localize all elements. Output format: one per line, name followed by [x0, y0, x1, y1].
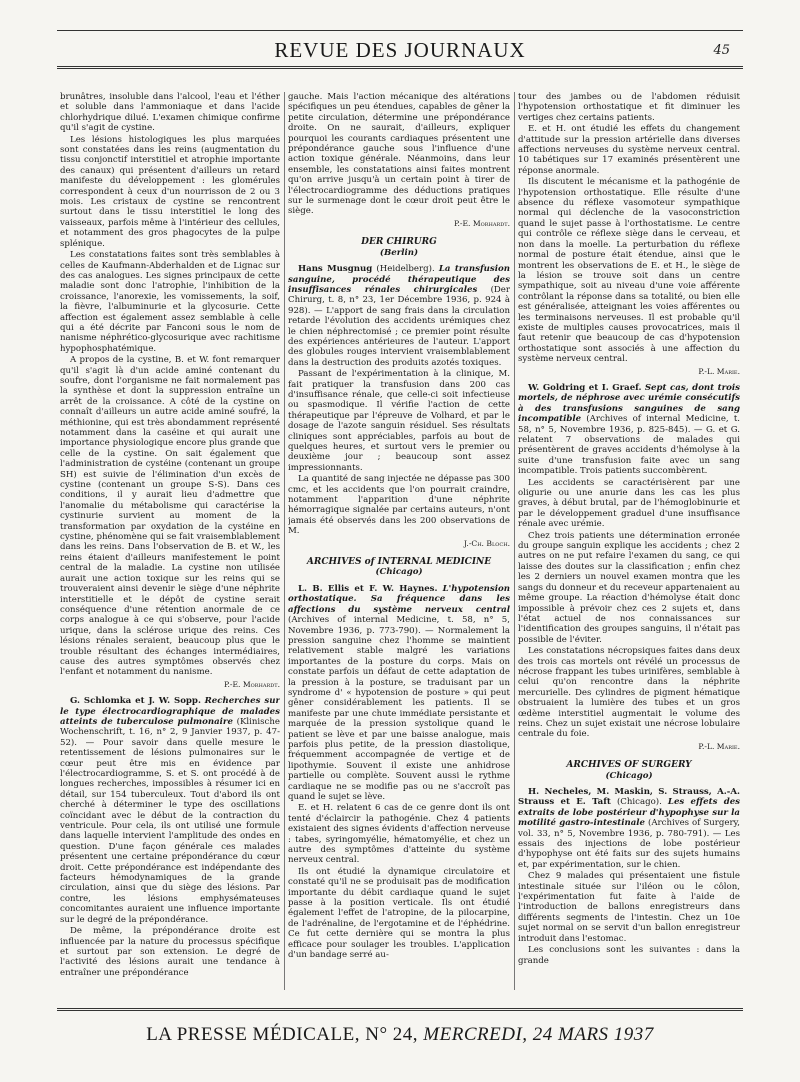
paragraph: Les accidents se caractérisèrent par une oligurie ou une anurie dans les cas les plus graves, à début brutal, par de l'hémoglobinurie et par le développement graduel d'une insuffisance rénale avec urémie. — [518, 477, 740, 530]
article-title: Les effets des extraits de lobe postérieur d'hypophyse sur la motilité gastro-intestinale — [518, 797, 740, 829]
paragraph: Les constatations nécropsiques faites dans deux des trois cas mortels ont révélé un processus de nécrose frappant les tubes urinifères, semblable à celui qu'on rencontre dans la néphrite mercurielle. Des cylindres de pigment hématique obstruaient la lumière des tubes et un gros œdème interstitiel augmentait le volume des reins. Chez un sujet existait une nécrose lobulaire centrale du foie. — [518, 646, 740, 740]
paragraph: tour des jambes ou de l'abdomen réduisit l'hypotension orthostatique et fit diminuer les vertiges chez certains patients. — [518, 92, 740, 123]
footer-issue: N° 24, — [365, 1024, 419, 1045]
paragraph: A propos de la cystine, B. et W. font remarquer qu'il s'agit là d'un acide aminé contenant du soufre, dont l'organisme ne fait normalement pas la synthèse et dont la suppression entraîne un arrêt de la croissance. A côté de la cystine on connaît d'ailleurs un autre acide aminé soufré, la méthionine, qui est très abondamment représenté notamment dans la caséine et qui aurait une importance physiologique encore plus grande que celle de la cystine. On sait également que l'administration de cystéine (contenant un groupe SH) est suivie de l'élimination d'un excès de cystine (contenant un groupe S-S). Dans ces conditions, il y aurait lieu d'admettre que l'anomalie du métabolisme qui caractérise la cystinurie survient au moment de la transformation par oxydation de la cystéine en cystine, phénomène qui se fait vraisemblablement dans les reins. Dans l'observation de B. et W., les reins étaient d'ailleurs manifestement le point central de la maladie. La cystine non utilisée aurait une action toxique sur les reins qui se trouveraient ainsi devenir le siège d'une néphrite interstitielle et le dépôt de cystine serait conséquence d'une rétention anormale de ce corps analogue à ce qui s'observe, pour l'acide urique, dans la sclérose urique des reins. Ces lésions rénales seraient, beaucoup plus que le trouble résultant des échanges intermédiaires, cause des autres symptômes observés chez l'enfant et notamment du nanisme. — [60, 355, 280, 678]
paragraph: Passant de l'expérimentation à la clinique, M. fait pratiquer la transfusion dans 200 cas d'insuffisance rénale, que celle-ci soit infectieuse ou spasmodique. Il vérifie l'action de cette thérapeutique par l'épreuve de Volhard, et par le dosage de l'azote sanguin résiduel. Ses résultats cliniques sont appréciables, parfois au bout de quelques heures, et surtout vers le premier ou deuxième jour ; beaucoup sont assez impressionnants. — [288, 369, 510, 473]
journal-city: (Berlin) — [379, 247, 419, 258]
article-authors: G. Schlomka et J. W. Sopp. — [70, 696, 201, 707]
article-reference: (Klinische Wochenschrift, t. 16, n° 2, 9 Janvier 1937, p. 47-52). — — [60, 716, 280, 748]
article-title: La transfusion sanguine, procédé thérapeutique des insuffisances rénales chirurgicales — [288, 264, 510, 295]
article-heading — [518, 787, 740, 870]
running-header: REVUE DES JOURNAUX — [274, 38, 526, 62]
article-reference: (Der Chirurg, t. 8, n° 23, 1er Décembre 1936, p. 924 à 928). — — [288, 284, 510, 316]
article-authors: W. Goldring et I. Graef. — [528, 382, 642, 393]
paragraph: Ils discutent le mécanisme et la pathogénie de l'hypotension orthostatique. Elle résulte d'une absence du réflexe vasomoteur sympathique normal qui déclenche de la vasoconstriction quand le sujet passe à l'orthostatisme. Le centre qui contrôle ce réflexe siège dans le cerveau, et non dans la moelle. La perturbation du réflexe normal de posture était étendue, ainsi que le montrent les observations de E. et H., le siège de la lésion se trouve soit dans un centre sympathique, soit au niveau d'une voie afférente contrôlant la réponse dans sa totalité, ou bien elle est généralisée, atteignant les voies afférentes ou les terminaisons nerveuses. Il est probable qu'il existe de multiples causes provocatrices, mais il faut retenir que beaucoup de cas d'hypotension orthostatique sont associés à une affection du système nerveux central. — [518, 177, 740, 365]
article-body: L'apport de sang frais dans la circulation retarde l'évolution des accidents urémiques chez le chien néphrectomisé ; ce premier point résulte des expériences antérieures de l'auteur. L'apport des globules rouges intervient vraisemblablement dans la destruction des produits azotés toxiques. — [288, 305, 510, 368]
column-divider — [514, 92, 515, 990]
article-affiliation: (Chicago). — [616, 797, 662, 808]
article-authors: Hans Musgnug — [298, 264, 373, 275]
signature: P.-L. Marie. — [698, 741, 740, 751]
signature: P.-E. Morhardt. — [223, 679, 280, 689]
signature: P.-L. Marie. — [698, 366, 740, 376]
article-reference: (Archives of Surgery, vol. 33, n° 5, Novembre 1936, p. 780-791). — — [518, 818, 740, 839]
footer — [0, 1024, 800, 1046]
signature: J.-Ch. Bloch. — [463, 538, 510, 548]
paragraph: Les lésions histologiques les plus marquées sont constatées dans les reins (augmentation du tissu conjonctif interstitiel et atrophie importante des canaux) qui présentent d'ailleurs un retard manifeste du développement : les glomérules correspondent à ceux d'un nourrisson de 2 ou 3 mois. Les cristaux de cystine se rencontrent surtout dans le tissu interstitiel le long des vaisseaux, parfois même à l'intérieur des cellules, et notamment des gros phagocytes de la pulpe splénique. — [60, 134, 280, 249]
article-reference: (Archives of internal Medicine, t. 58, n° 5, Novembre 1936, p. 825-845). — — [518, 414, 740, 435]
article-affiliation: (Heidelberg). — [376, 264, 435, 275]
article-body: Les essais des injections de lobe postérieur d'hypophyse ont été faits sur des sujets humains et, par expérimentation, sur le chien. — [518, 828, 740, 870]
journal-name: ARCHIVES OF SURGERY — [566, 760, 692, 771]
journal-city: (Chicago) — [605, 770, 653, 781]
footer-journal: LA PRESSE MÉDICALE, — [146, 1024, 360, 1045]
article-title: Sept cas, dont trois mortels, de néphrose avec urémie consécutifs à des transfusions sanguines de sang incompatible — [518, 382, 740, 425]
paragraph: E. et H. relatent 6 cas de ce genre dont ils ont tenté d'éclaircir la pathogénie. Chez 4 patients existaient des signes évidents d'affection nerveuse : tabes, syringomyélie, hématomyélie, et chez un autre des symptômes d'atteinte du système nerveux central. — [288, 803, 510, 866]
article-heading — [518, 383, 740, 477]
paragraph: Chez 9 malades qui présentaient une fistule intestinale située sur l'iléon ou le côlon, l'expérimentation fut faite à l'aide de l'introduction de ballons enregistreurs dans différents segments de l'intestin. Chez un 10e sujet normal on se servit d'un ballon enregistreur introduit dans l'estomac. — [518, 871, 740, 944]
paragraph: Les constatations faites sont très semblables à celles de Kaufmann-Abderhalden et de Lignac sur des cas analogues. Les signes principaux de cette maladie sont donc l'atrophie, l'inhibition de la croissance, l'anorexie, les vomissements, la soif, la fièvre, l'albuminurie et la glycosurie. Cette affection est également assez semblable à celle qui a été décrite par Fanconi sous le nom de nanisme néphrético-glycosurique avec rachitisme hypophosphatémique. — [60, 250, 280, 354]
column-2 — [288, 92, 510, 992]
paragraph: gauche. Mais l'action mécanique des altérations spécifiques un peu étendues, capables de gêner la petite circulation, détermine une prépondérance droite. On ne saurait, d'ailleurs, expliquer pourquoi les courants cardiaques présentent une prépondérance gauche sous l'influence d'une action toxique générale. Néanmoins, dans leur ensemble, les constatations ainsi faites montrent qu'on arrive jusqu'à un certain point à tirer de l'électrocardiogramme des déductions pratiques sur le surmenage dont le cœur droit peut être le siège. — [288, 92, 510, 217]
article-title: Recherches sur le type électrocardiographique de malades atteints de tuberculose pulmonaire — [60, 696, 280, 727]
article-heading — [288, 264, 510, 368]
paragraph: De même, la prépondérance droite est influencée par la nature du processus spécifique et surtout par son extension. Le degré de l'activité des lésions aurait une tendance à entraîner une prépondérance — [60, 926, 280, 978]
article-authors: L. B. Ellis et F. W. Haynes. — [298, 583, 438, 594]
paragraph: Chez trois patients une détermination erronée du groupe sanguin explique les accidents ; chez 2 autres on ne put refaire l'examen du sang, ce qui laisse des doutes sur la classification ; enfin chez les 2 derniers un nouvel examen montra que les sangs du donneur et du receveur appartenaient au même groupe. La réaction d'hémolyse était donc impossible à prévoir chez ces 2 sujets et, dans l'état actuel de nos connaissances sur l'identification des groupes sanguins, il n'était pas possible de l'éviter. — [518, 530, 740, 645]
article-heading — [60, 696, 280, 925]
journal-city: (Chicago) — [375, 567, 423, 578]
signature: P.-E. Morhardt. — [453, 218, 510, 228]
article-reference: (Archives of internal Medicine, t. 58, n° 5, Novembre 1936, p. 773-790). — — [288, 615, 510, 636]
article-title: L'hypotension orthostatique. Sa fréquence dans les affections du système nerveux central — [288, 583, 510, 615]
paragraph: E. et H. ont étudié les effets du changement d'attitude sur la pression artérielle dans diverses affections nerveuses du système nerveux central. 10 tabétiques sur 17 examinés présentèrent une réponse anormale. — [518, 124, 740, 176]
article-heading — [288, 584, 510, 803]
journal-name: DER CHIRURG — [361, 237, 437, 248]
footer-date: MERCREDI, 24 MARS 1937 — [423, 1024, 654, 1045]
paragraph: Les conclusions sont les suivantes : dans la grande — [518, 945, 740, 966]
paragraph: brunâtres, insoluble dans l'alcool, l'eau et l'éther et soluble dans l'ammoniaque et dans l'acide chlorhydrique dilué. L'examen chimique confirme qu'il s'agit de cystine. — [60, 92, 280, 134]
column-divider — [284, 92, 285, 990]
paragraph: La quantité de sang injectée ne dépasse pas 300 cmc, et les accidents que l'on pourrait craindre, notamment l'apparition d'une néphrite hémorragique signalée par certains auteurs, n'ont jamais été observés dans les 200 observations de M. — [288, 474, 510, 537]
column-3 — [518, 92, 740, 992]
article-body: G. et G. relatent 7 observations de malades qui présentèrent de graves accidents d'hémolyse à la suite d'une transfusion faite avec un sang incompatible. Trois patients succombèrent. — [518, 424, 740, 477]
article-body: Pour savoir dans quelle mesure le retentissement de lésions pulmonaires sur le cœur peut être mis en évidence par l'électrocardiogramme, S. et S. ont procédé à de longues recherches, impossibles à résumer ici en détail, sur 154 tuberculeux. Tout d'abord ils ont cherché à déterminer le type des oscillations coïncidant avec le début de la contraction du ventricule. Pour cela, ils ont utilisé une formule dans laquelle intervient l'amplitude des ondes en question. D'une façon générale ces malades présentent une certaine prépondérance du cœur droit. Cette prépondérance est indépendante des facteurs hémodynamiques de la grande circulation, ainsi que du siège des lésions. Par contre, les lésions emphysémateuses concomitantes auraient une influence importante sur le degré de la prépondérance. — [60, 737, 280, 925]
column-1 — [60, 92, 280, 992]
article-body: Normalement la pression sanguine chez l'homme se maintient relativement stable malgré les variations importantes de la posture du corps. Mais on constate parfois un défaut de cette adaptation de la pression à la posture, se traduisant par un syndrome d' « hypotension de posture » qui peut gêner considérablement les patients. Il se manifeste par une chute immédiate persistante et marquée de la pression systolique quand le patient se lève et par une baisse analogue, mais parfois plus petite, de la pression diastolique, fréquemment accompagnée de vertige et de lipothymie. Souvent il existe une anhidrose partielle ou complète. Souvent aussi le rythme cardiaque ne se modifie pas ou ne s'accroît pas quand le sujet se lève. — [288, 625, 510, 802]
paragraph: Ils ont étudié la dynamique circulatoire et constaté qu'il ne se produisait pas de modification importante du débit cardiaque quand le sujet passe à la position verticale. Ils ont étudié également l'effet de l'atropine, de la pilocarpine, de l'adrénaline, de l'ergotamine et de l'éphédrine. Ce fut cette dernière qui se montra la plus efficace pour soulager les troubles. L'application d'un bandage serré au- — [288, 866, 510, 961]
footer-rule — [57, 1008, 743, 1011]
page-number: 45 — [713, 43, 730, 58]
header-rule — [57, 66, 743, 69]
article-authors: H. Necheles, M. Maskin, S. Strauss, A.-A. Strauss et E. Taft — [518, 787, 740, 808]
journal-name: ARCHIVES of INTERNAL MEDICINE — [306, 557, 492, 568]
top-rule — [57, 30, 743, 31]
